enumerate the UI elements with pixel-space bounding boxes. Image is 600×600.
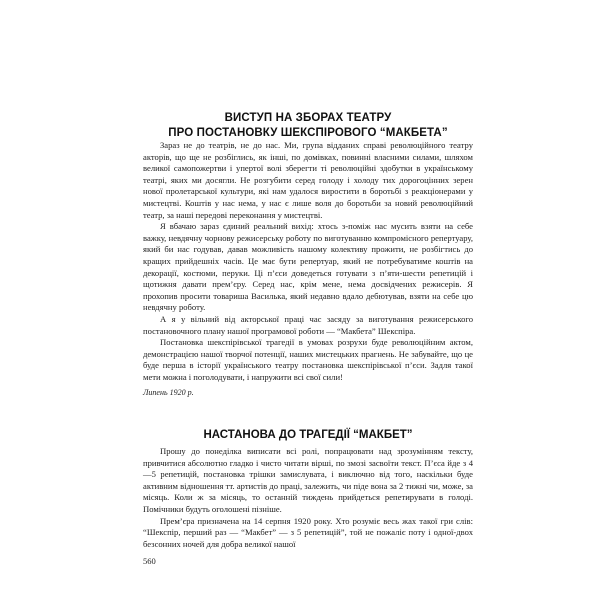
paragraph: Я вбачаю зараз єдиний реальний вихід: хтось з-поміж нас мусить взяти на себе важку, невдячну чорнову режисерську роботу по виготуванню компромісного репертуару, який би нас годував, давав можливість нашому колективу прожити, не розбігтись до кращих прийдешніх часів. Це має бути репертуар, який не потребуватиме коштів на декорації, костюми, перуки. Ці п’єси доведеться готувати з п’яти-шести репетицій і щотижня давати прем’єру. Серед нас, крім мене, нема досвідчених режисерів. Я прохопив просити товариша Василька, який недавно вдало дебютував, взяти на себе цю невдячну роботу. xyxy=(143,221,473,313)
paragraph: Зараз не до театрів, не до нас. Ми, група відданих справі революційного театру акторів, що ще не розбіглись, як інші, по домівках, повинні власними силами, шляхом великої самопожертви і упертої волі зберегти ті революційні здобутки в українському театрі, яких ми досягли. Не розгубити серед голоду і холоду тих дорогоцінних зерен нової пролетарської культури, які нам удалося виростити в боротьбі з реакціонерами у мистецтві. Коштів у нас нема, у нас є лише воля до боротьби за новий революційний театр, за наші передові переконання у мистецтві. xyxy=(143,140,473,220)
section-body-vystup xyxy=(143,140,473,398)
date-line: Липень 1920 р. xyxy=(143,388,194,398)
paragraph: Прем’єра призначена на 14 серпня 1920 року. Хто розуміє весь жах такої гри слів: “Шекспір, перший раз — “Макбет” — з 5 репетицій”, той не пожаліє поту і одної-двох безсонних ночей для добра великої нашої xyxy=(143,515,473,549)
section-title-line-2: ПРО ПОСТАНОВКУ ШЕКСПІРОВОГО “МАКБЕТА” xyxy=(168,127,448,139)
paragraph: А я у вільний від акторської праці час засяду за виготування режисерського постановочного плану нашої програмової роботи — “Макбета” Шекспіра. xyxy=(143,313,473,336)
section-title-nastanova: НАСТАНОВА ДО ТРАГЕДІЇ “МАКБЕТ” xyxy=(203,429,413,441)
paragraph: Постановка шекспірівської трагедії в умовах розрухи буде революційним актом, демонстрацією нашої творчої потенції, наших мистецьких прагнень. Не забувайте, що це буде перша в історії українського театру постановка шекспірівської п’єси. Задля такої мети можна і поголодувати, і напружити всі свої сили! xyxy=(143,337,473,382)
paragraph: Прошу до понеділка виписати всі ролі, попрацювати над зрозумінням тексту, привчитися абсолютно гладко і чисто читати вірші, по змозі засвоїти текст. П’єса йде з 4—5 репетицій, постановка трішки замислувата, і виключно від того, наскільки буде активним відношення тт. артистів до праці, залежить, чи піде вона за 2 тижні чи, може, за місяць. Коли ж за місяць, то останній тиждень прийдеться репетирувати в голоді. Помічники будуть оголошені пізніше. xyxy=(143,446,473,514)
section-title-vystup xyxy=(143,111,473,141)
page-number: 560 xyxy=(143,556,156,566)
section-title-line-1: ВИСТУП НА ЗБОРАХ ТЕАТРУ xyxy=(224,112,392,124)
section-body-nastanova xyxy=(143,446,473,550)
